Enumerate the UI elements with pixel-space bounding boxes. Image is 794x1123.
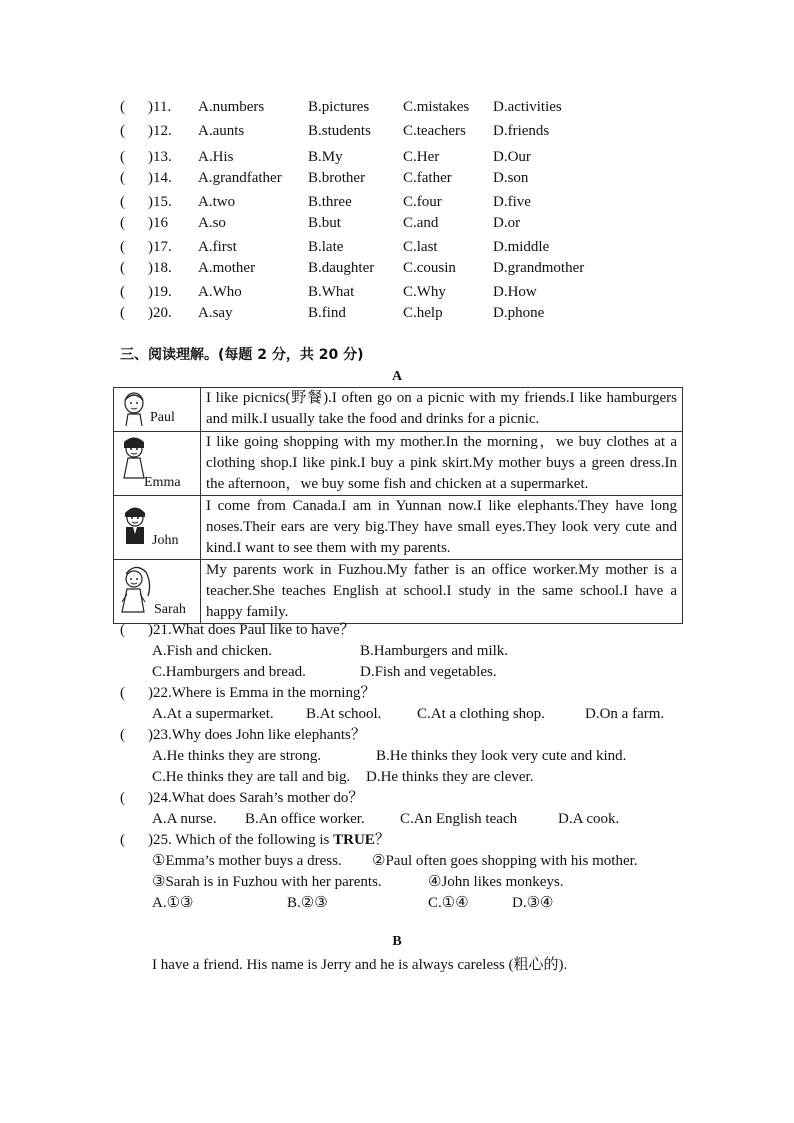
choice-row-15 (120, 192, 740, 213)
choice-row-13 (120, 147, 740, 168)
question-number: )15. (148, 194, 172, 210)
girl-avatar-icon (120, 436, 148, 480)
option-b: B.②③ (287, 895, 328, 911)
question-number: )19. (148, 284, 172, 300)
options-row (120, 662, 720, 683)
section-title-score: 每题 2 分，共 20 分 (224, 347, 358, 363)
character-statement: My parents work in Fuzhou.My father is an office worker.My mother is a teacher.She teaches English at school.I study in the same school.I have a happy family. (201, 560, 683, 624)
answer-paren[interactable]: ( (120, 790, 125, 806)
option-a: A.Fish and chicken. (152, 643, 272, 659)
statement-2: ②Paul often goes shopping with his mother. (372, 853, 638, 869)
answer-paren[interactable]: ( (120, 622, 125, 638)
option-b: B.What (308, 284, 355, 300)
option-d: D.son (493, 170, 529, 186)
option-b: B.daughter (308, 260, 375, 276)
character-statement: I come from Canada.I am in Yunnan now.I like elephants.They have long noses.Their ears are very big.They have small eyes.They look very cute and kind.I want to see them with my parents. (201, 496, 683, 560)
character-name: Emma (144, 475, 181, 490)
option-c: C.Hamburgers and bread. (152, 664, 306, 680)
option-a: A.two (198, 194, 236, 210)
option-c: C.last (403, 239, 438, 255)
question-number: )11. (148, 99, 172, 115)
options-row (120, 641, 720, 662)
answer-paren[interactable]: ( (120, 149, 125, 165)
options-row (120, 767, 720, 788)
statement-3: ③Sarah is in Fuzhou with her parents. (152, 874, 382, 890)
option-b: B.pictures (308, 99, 370, 115)
answer-paren[interactable]: ( (120, 284, 125, 300)
table-row (114, 560, 683, 624)
option-d: D.friends (493, 123, 550, 139)
boy-avatar-icon (120, 392, 148, 428)
option-c: C.and (403, 215, 439, 231)
option-d: D.A cook. (558, 811, 620, 827)
reading-table (113, 387, 683, 624)
option-d: D.middle (493, 239, 550, 255)
question-stem: )23.Why does John like elephants？ (148, 727, 366, 743)
option-c: C.Why (403, 284, 446, 300)
option-b: B.late (308, 239, 344, 255)
option-d: D.He thinks they are clever. (366, 769, 534, 785)
option-b: B.My (308, 149, 343, 165)
reading-questions (120, 620, 720, 914)
option-c: C.mistakes (403, 99, 470, 115)
option-d: D.or (493, 215, 521, 231)
option-d: D.Our (493, 149, 531, 165)
question-number: )12. (148, 123, 172, 139)
girl-avatar-icon (118, 564, 152, 614)
option-d: D.③④ (512, 895, 554, 911)
option-b: B.An office worker. (245, 811, 365, 827)
passage-b-label: B (392, 934, 402, 949)
boy-avatar-icon (120, 504, 150, 546)
option-a: A.mother (198, 260, 256, 276)
answer-paren[interactable]: ( (120, 239, 125, 255)
question-stem-text: )25. Which of the following is (148, 832, 334, 848)
question-23 (120, 725, 720, 746)
option-c: C.cousin (403, 260, 456, 276)
character-cell (114, 432, 201, 496)
option-a: A.so (198, 215, 226, 231)
cloze-choices (120, 97, 740, 324)
question-number: )14. (148, 170, 172, 186)
option-d: D.Fish and vegetables. (360, 664, 497, 680)
question-stem (148, 830, 390, 851)
option-d: D.How (493, 284, 537, 300)
character-cell (114, 560, 201, 624)
option-a: A.numbers (198, 99, 265, 115)
question-21 (120, 620, 720, 641)
choice-row-19 (120, 282, 740, 303)
option-c: C.At a clothing shop. (417, 706, 545, 722)
answer-paren[interactable]: ( (120, 305, 125, 321)
option-b: B.brother (308, 170, 366, 186)
option-b: B.students (308, 123, 371, 139)
option-b: B.three (308, 194, 352, 210)
option-a: A.A nurse. (152, 811, 217, 827)
passage-a-label: A (391, 369, 403, 384)
question-22 (120, 683, 720, 704)
section-title (120, 344, 364, 364)
choice-row-12 (120, 121, 740, 142)
option-d: D.On a farm. (585, 706, 665, 722)
choice-row-18 (120, 258, 740, 279)
option-a: A.①③ (152, 895, 194, 911)
statement-4: ④John likes monkeys. (428, 874, 564, 890)
option-a: A.At a supermarket. (152, 706, 274, 722)
answer-paren[interactable]: ( (120, 170, 125, 186)
answer-paren[interactable]: ( (120, 99, 125, 115)
option-c: C.He thinks they are tall and big. (152, 769, 351, 785)
answer-paren[interactable]: ( (120, 194, 125, 210)
answer-paren[interactable]: ( (120, 215, 125, 231)
choice-row-14 (120, 168, 740, 189)
option-d: D.phone (493, 305, 545, 321)
statements-row (120, 851, 720, 872)
passage-b-text: I have a friend. His name is Jerry and he is always careless (粗心的). (152, 957, 568, 973)
option-c: C.father (403, 170, 452, 186)
option-d: D.activities (493, 99, 562, 115)
options-row (120, 704, 720, 725)
option-c: C.teachers (403, 123, 466, 139)
options-row (120, 893, 720, 914)
options-row (120, 809, 720, 830)
statements-row (120, 872, 720, 893)
answer-paren[interactable]: ( (120, 727, 125, 743)
option-a: A.He thinks they are strong. (152, 748, 322, 764)
option-b: B.but (308, 215, 341, 231)
section-title-suffix: ) (357, 347, 364, 363)
answer-paren[interactable]: ( (120, 123, 125, 139)
answer-paren[interactable]: ( (120, 260, 125, 276)
options-row (120, 746, 720, 767)
choice-row-20 (120, 303, 740, 324)
option-a: A.say (198, 305, 233, 321)
option-c: C.①④ (428, 895, 469, 911)
character-statement: I like picnics(野餐).I often go on a picnic with my friends.I like hamburgers and milk.I usually take the food and drinks for a picnic. (201, 388, 683, 432)
section-title-prefix: 三、阅读理解。( (120, 347, 225, 363)
table-row (114, 432, 683, 496)
character-statement: I like going shopping with my mother.In the morning，we buy clothes at a clothing shop.I like pink.I buy a pink skirt.My mother buys a green dress.In the afternoon，we buy some fish and chicken at a supermarket. (201, 432, 683, 496)
character-cell (114, 496, 201, 560)
option-a: A.aunts (198, 123, 245, 139)
option-c: C.help (403, 305, 443, 321)
option-b: B.Hamburgers and milk. (360, 643, 509, 659)
question-stem: )24.What does Sarah’s mother do？ (148, 790, 364, 806)
option-d: D.five (493, 194, 531, 210)
question-stem: )21.What does Paul like to have？ (148, 622, 355, 638)
option-a: A.His (198, 149, 234, 165)
option-c: C.An English teach (400, 811, 518, 827)
character-cell (114, 388, 201, 432)
choice-row-16 (120, 213, 740, 234)
option-a: A.first (198, 239, 237, 255)
character-name: Sarah (154, 602, 186, 617)
table-row (114, 496, 683, 560)
question-number: )18. (148, 260, 172, 276)
question-24 (120, 788, 720, 809)
question-stem-emphasis: TRUE (333, 832, 375, 848)
question-number: )13. (148, 149, 172, 165)
option-b: B.He thinks they look very cute and kind. (376, 748, 627, 764)
option-c: C.four (403, 194, 442, 210)
table-row (114, 388, 683, 432)
option-d: D.grandmother (493, 260, 585, 276)
question-stem-end: ？ (374, 832, 390, 848)
choice-row-11 (120, 97, 740, 118)
option-a: A.Who (198, 284, 242, 300)
question-number: )17. (148, 239, 172, 255)
answer-paren[interactable]: ( (120, 832, 125, 848)
question-number: )16 (148, 215, 168, 231)
question-25 (120, 830, 720, 851)
option-a: A.grandfather (198, 170, 282, 186)
statement-1: ①Emma’s mother buys a dress. (152, 853, 342, 869)
question-stem: )22.Where is Emma in the morning？ (148, 685, 376, 701)
character-name: Paul (150, 410, 175, 425)
answer-paren[interactable]: ( (120, 685, 125, 701)
option-c: C.Her (403, 149, 440, 165)
character-name: John (152, 533, 179, 548)
choice-row-17 (120, 237, 740, 258)
option-b: B.find (308, 305, 346, 321)
question-number: )20. (148, 305, 172, 321)
option-b: B.At school. (306, 706, 382, 722)
